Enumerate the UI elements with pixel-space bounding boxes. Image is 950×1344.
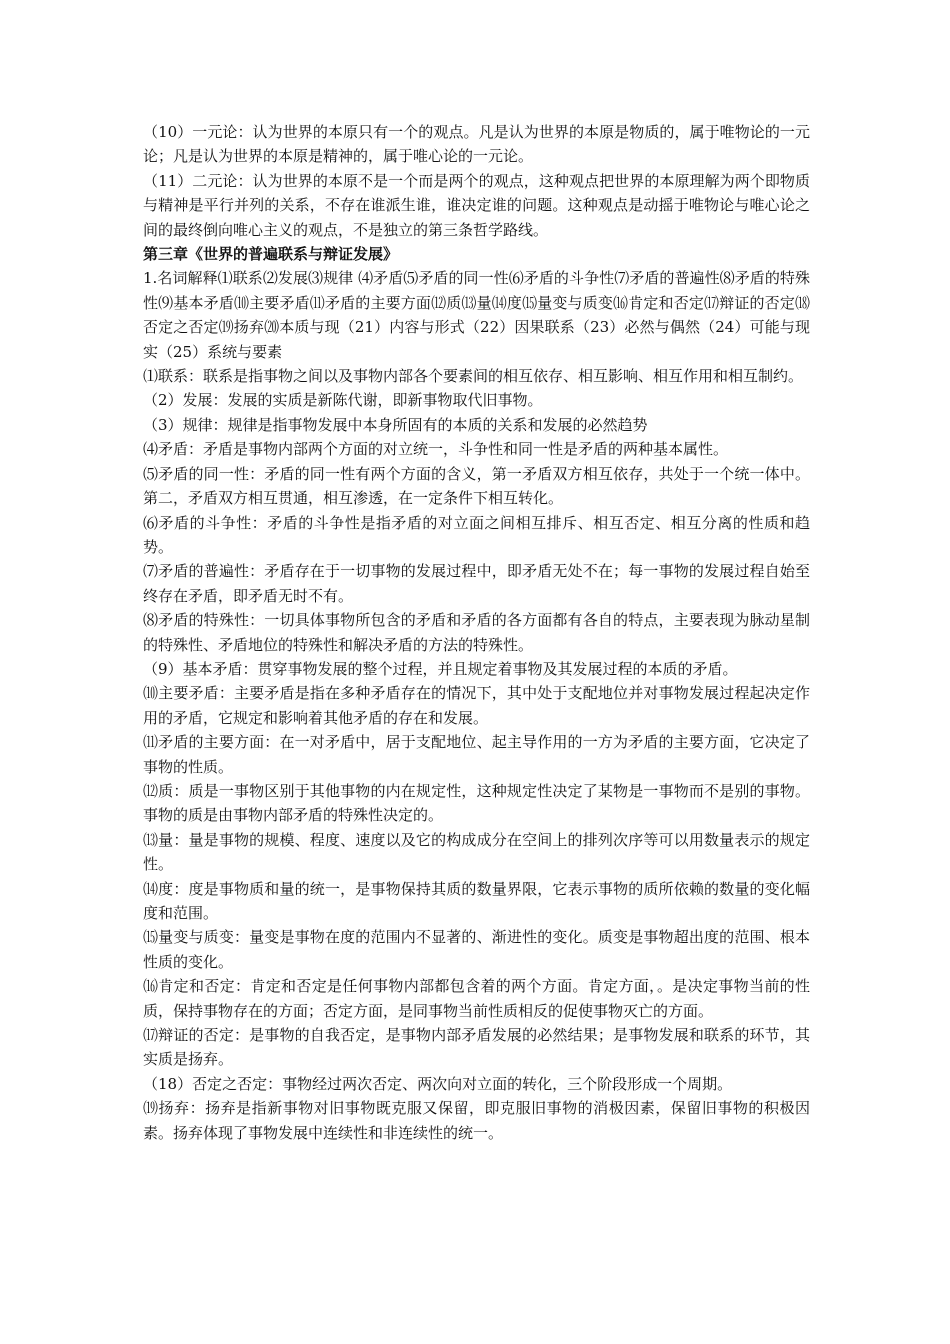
paragraph-term-measure: ⒁度：度是事物质和量的统一，是事物保持其质的数量界限，它表示事物的质所依赖的数量的变化幅度和范围。 — [143, 879, 810, 922]
paragraph-term-principal-aspect: ⑾矛盾的主要方面：在一对矛盾中，居于支配地位、起主导作用的一方为矛盾的主要方面，它决定了事物的性质。 — [143, 733, 810, 776]
paragraph-term-quantity: ⒀量：量是事物的规模、程度、速度以及它的构成成分在空间上的排列次序等可以用数量表示的规定性。 — [143, 830, 810, 874]
paragraph-term-contradiction: ⑷矛盾：矛盾是事物内部两个方面的对立统一，斗争性和同一性是矛盾的两种基本属性。 — [143, 440, 729, 459]
paragraph-monism: （10）一元论：认为世界的本原只有一个的观点。凡是认为世界的本原是物质的，属于唯物论的一元论；凡是认为世界的本原是精神的，属于唯心论的一元论。 — [143, 123, 810, 166]
paragraph-term-development: （2）发展：发展的实质是新陈代谢，即新事物取代旧事物。 — [143, 391, 543, 410]
document-page — [143, 120, 810, 1145]
paragraph-term-dialectical-negation: ⒄辩证的否定：是事物的自我否定，是事物内部矛盾发展的必然结果；是事物发展和联系的环节，其实质是扬弃。 — [143, 1026, 810, 1069]
paragraph-term-basic-contradiction: （9）基本矛盾：贯穿事物发展的整个过程，并且规定着事物及其发展过程的本质的矛盾。 — [143, 659, 738, 678]
paragraph-term-sublation: ⒆扬弃：扬弃是指新事物对旧事物既克服又保留，即克服旧事物的消极因素，保留旧事物的积极因素。扬弃体现了事物发展中连续性和非连续性的统一。 — [143, 1099, 810, 1142]
paragraph-term-negation-of-negation: （18）否定之否定：事物经过两次否定、两次向对立面的转化，三个阶段形成一个周期。 — [143, 1074, 733, 1093]
paragraph-term-quantitative-qualitative-change: ⒂量变与质变：量变是事物在度的范围内不显著的、渐进性的变化。质变是事物超出度的范围、根本性质的变化。 — [143, 928, 810, 971]
paragraph-term-list: 1.名词解释⑴联系⑵发展⑶规律 ⑷矛盾⑸矛盾的同一性⑹矛盾的斗争性⑺矛盾的普遍性⑻矛盾的特殊性⑼基本矛盾⑽主要矛盾⑾矛盾的主要方面⑿质⒀量⒁度⒂量变与质变⒃肯定和否定⒄辩证的否定⒅否定之否定⒆扬弃⒇本质与现（21）内容与形式（22）因果联系（23）必然与偶然（24）可能与现实（25）系统与要素 — [143, 269, 810, 361]
paragraph-term-struggle: ⑹矛盾的斗争性：矛盾的斗争性是指矛盾的对立面之间相互排斥、相互否定、相互分离的性质和趋势。 — [143, 513, 810, 556]
paragraph-term-affirmation-negation: ⒃肯定和否定：肯定和否定是任何事物内部都包含着的两个方面。肯定方面，。是决定事物当前的性质，保持事物存在的方面；否定方面，是同事物当前性质相反的促使事物灭亡的方面。 — [143, 977, 810, 1020]
paragraph-term-universality: ⑺矛盾的普遍性：矛盾存在于一切事物的发展过程中，即矛盾无处不在；每一事物的发展过程自始至终存在矛盾，即矛盾无时不有。 — [143, 562, 810, 605]
paragraph-term-principal-contradiction: ⑽主要矛盾：主要矛盾是指在多种矛盾存在的情况下，其中处于支配地位并对事物发展过程起决定作用的矛盾，它规定和影响着其他矛盾的存在和发展。 — [143, 684, 810, 727]
paragraph-term-particularity: ⑻矛盾的特殊性：一切具体事物所包含的矛盾和矛盾的各方面都有各自的特点，主要表现为脉动星制的特殊性、矛盾地位的特殊性和解决矛盾的方法的特殊性。 — [143, 611, 810, 654]
paragraph-dualism: （11）二元论：认为世界的本原不是一个而是两个的观点，这种观点把世界的本原理解为两个即物质与精神是平行并列的关系，不存在谁派生谁，谁决定谁的问题。这种观点是动摇于唯物论与唯心论之间的最终倒向唯心主义的观点，不是独立的第三条哲学路线。 — [143, 171, 810, 239]
chapter-heading: 第三章《世界的普遍联系与辩证发展》 — [143, 245, 399, 264]
paragraph-term-identity: ⑸矛盾的同一性：矛盾的同一性有两个方面的含义，第一矛盾双方相互依存，共处于一个统一体中。第二，矛盾双方相互贯通，相互渗透，在一定条件下相互转化。 — [143, 464, 810, 508]
paragraph-term-quality: ⑿质：质是一事物区别于其他事物的内在规定性，这种规定性决定了某物是一事物而不是别的事物。事物的质是由事物内部矛盾的特殊性决定的。 — [143, 781, 810, 825]
paragraph-term-law: （3）规律：规律是指事物发展中本身所固有的本质的关系和发展的必然趋势 — [143, 415, 648, 434]
paragraph-term-connection: ⑴联系：联系是指事物之间以及事物内部各个要素间的相互依存、相互影响、相互作用和相互制约。 — [143, 367, 804, 386]
